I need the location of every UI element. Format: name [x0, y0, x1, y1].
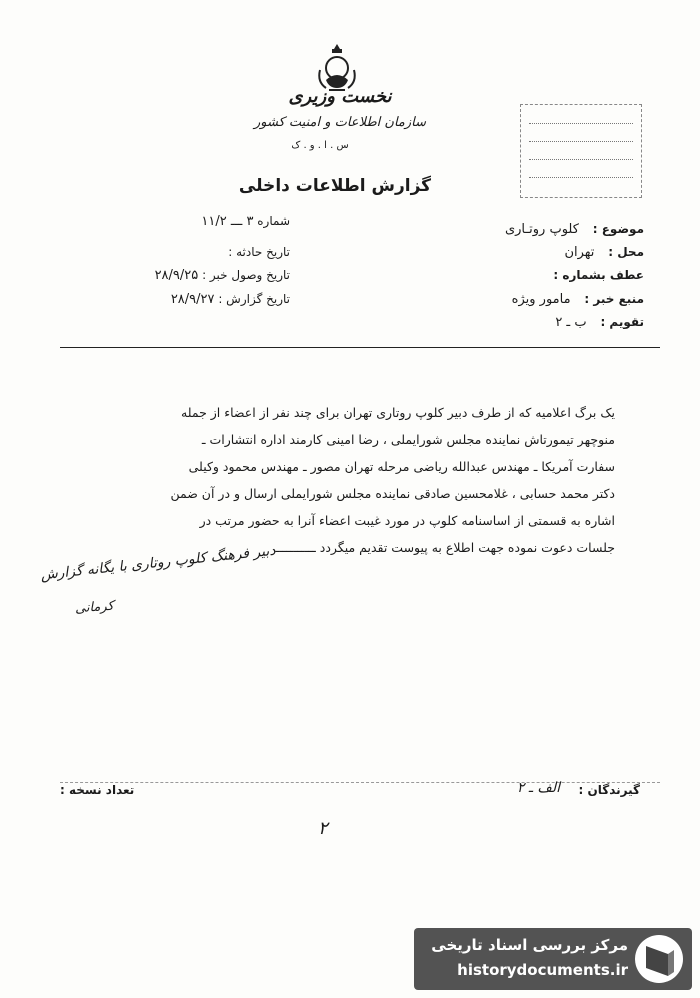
handwritten-mark: ۲ — [318, 818, 328, 839]
report-number-label: شماره — [257, 214, 290, 228]
place-label: محل : — [608, 245, 644, 259]
watermark-url: historydocuments.ir — [457, 961, 628, 979]
reference-field — [420, 268, 644, 282]
stamp-row — [529, 123, 633, 124]
report-number-value: ۳ ـــ ۱۱/۲ — [201, 214, 254, 229]
subject-field — [459, 222, 644, 237]
stamp-row — [529, 177, 633, 178]
header-organization: سازمان اطلاعات و امنیت کشور — [253, 115, 427, 130]
handwritten-note: دبیر فرهنگ کلوپ روتاری با یگانه گزارش — [39, 542, 277, 584]
body-line: یک برگ اعلامیه که از طرف دبیر کلوپ روتاری تهران برای چند نفر از اعضاء از جمله — [181, 405, 615, 420]
body-line: سفارت آمریکا ـ مهندس عبدالله ریاضی مرحله تهران مصور ـ مهندس محمود وکیلی — [188, 459, 615, 474]
receipt-date-value: ۲۸/۹/۲۵ — [154, 268, 199, 283]
report-number — [40, 214, 290, 229]
classification-stamp — [520, 104, 642, 198]
reference-label: عطف بشماره : — [553, 268, 644, 282]
source-value: مامور ویژه — [511, 292, 571, 307]
footer-separator — [60, 782, 660, 783]
incident-date — [40, 245, 290, 259]
copies-label: تعداد نسخه : — [60, 783, 135, 797]
subject-value: کلوپ روتـاری — [504, 222, 579, 237]
evaluation-label: تقویم : — [600, 315, 644, 329]
source-label: منبع خبر : — [584, 292, 644, 306]
stamp-row — [529, 141, 633, 142]
subject-label: موضوع : — [592, 222, 644, 236]
body-line: منوچهر تیمورتاش نماینده مجلس شورایملی ، رضا امینی کارمند اداره انتشارات ـ — [201, 432, 615, 447]
place-field — [474, 245, 644, 260]
place-value: تهران — [564, 245, 595, 260]
handwritten-initials: کرمانی — [74, 598, 115, 617]
watermark-title: مرکز بررسی اسناد تاریخی — [431, 936, 628, 954]
header-separator — [60, 347, 660, 348]
archive-logo-icon — [632, 932, 686, 986]
source-field — [451, 292, 644, 307]
header-subtitle: س . ا . و . ک — [291, 140, 349, 151]
body-line: دکتر محمد حسابی ، غلامحسین صادقی نماینده مجلس شورایملی ارسال و در آن ضمن — [170, 486, 615, 501]
recipient-label: گیرندگان : — [578, 783, 640, 797]
report-title: گزارش اطلاعات داخلی — [238, 176, 432, 196]
receipt-date-label: تاریخ وصول خبر : — [202, 268, 290, 282]
recipient-value: الف ـ ۲ — [516, 780, 560, 796]
stamp-row — [529, 159, 633, 160]
body-line: جلسات دعوت نموده جهت اطلاع به پیوست تقدیم میگردد ـــــــــــ — [275, 540, 615, 555]
incident-date-label: تاریخ حادثه : — [228, 245, 290, 259]
body-line: اشاره به قسمتی از اساسنامه کلوپ در مورد غیبت اعضاء آنرا به حضور مرتب در — [199, 513, 615, 528]
evaluation-field — [467, 315, 644, 330]
report-date-label: تاریخ گزارش : — [218, 292, 290, 306]
receipt-date — [40, 268, 290, 283]
report-date — [40, 292, 290, 307]
header-title: نخست وزیری — [288, 86, 392, 107]
evaluation-value: ب ـ ۲ — [555, 315, 587, 330]
report-date-value: ۲۸/۹/۲۷ — [170, 292, 215, 307]
